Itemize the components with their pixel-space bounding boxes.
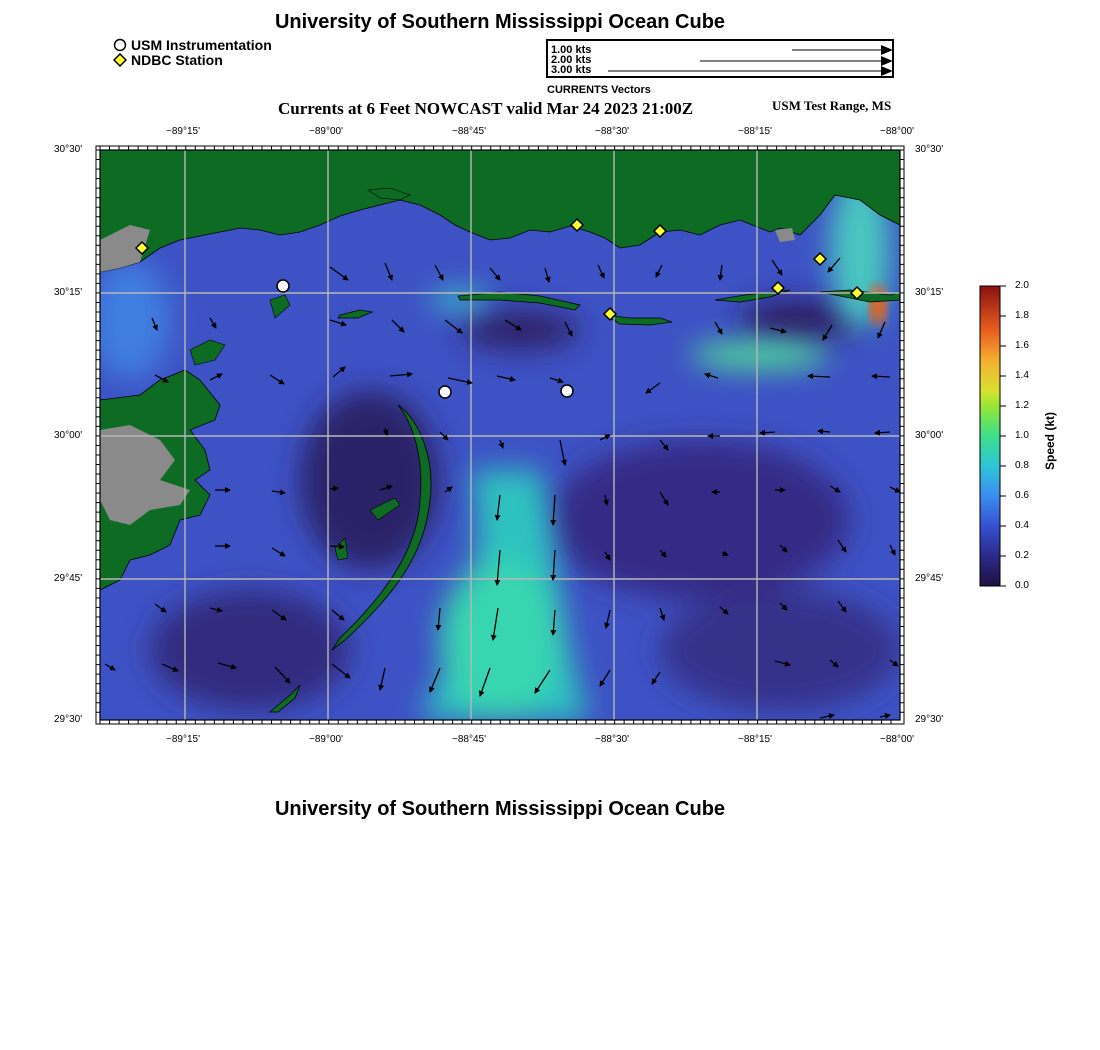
speed-colorbar (980, 286, 1006, 586)
lat-tick-left: 29°30' (54, 714, 83, 725)
colorbar-title: Speed (kt) (1043, 411, 1057, 470)
usm-station-marker[interactable] (277, 280, 289, 292)
lon-tick-bottom: −88°00' (880, 734, 914, 745)
lon-tick-top: −88°30' (595, 126, 629, 137)
lon-tick-bottom: −88°15' (738, 734, 772, 745)
colorbar-tick: 0.6 (1015, 490, 1029, 501)
lat-tick-right: 30°15' (915, 287, 944, 298)
lon-tick-bottom: −89°15' (166, 734, 200, 745)
lat-tick-right: 29°30' (915, 714, 944, 725)
lon-tick-top: −89°15' (166, 126, 200, 137)
colorbar-tick: 2.0 (1015, 280, 1029, 291)
lat-tick-left: 30°15' (54, 287, 83, 298)
lat-tick-left: 30°30' (54, 144, 83, 155)
lon-tick-bottom: −89°00' (309, 734, 343, 745)
lat-tick-left: 29°45' (54, 573, 83, 584)
usm-station-marker[interactable] (439, 386, 451, 398)
lon-tick-top: −88°15' (738, 126, 772, 137)
vector-caption: CURRENTS Vectors (547, 84, 651, 96)
colorbar-tick: 0.2 (1015, 550, 1029, 561)
lat-tick-right: 29°45' (915, 573, 944, 584)
lon-tick-top: −89°00' (309, 126, 343, 137)
legend-usm-label: USM Instrumentation (131, 37, 272, 53)
colorbar-tick: 0.4 (1015, 520, 1029, 531)
map-subtitle: Currents at 6 Feet NOWCAST valid Mar 24 2023 21:00Z (278, 99, 694, 118)
colorbar-tick: 1.2 (1015, 400, 1029, 411)
colorbar-tick: 0.8 (1015, 460, 1029, 471)
colorbar-tick: 0.0 (1015, 580, 1029, 591)
mobile-bay-jet (869, 285, 887, 325)
usm-station-marker[interactable] (561, 385, 573, 397)
vector-scale-3kt: 3.00 kts (551, 64, 592, 76)
colorbar-tick: 1.8 (1015, 310, 1029, 321)
vector-scale-2kt: 2.00 kts (551, 54, 592, 66)
lon-tick-top: −88°00' (880, 126, 914, 137)
lon-tick-bottom: −88°45' (452, 734, 486, 745)
lat-tick-left: 30°00' (54, 430, 83, 441)
map-title: University of Southern Mississippi Ocean Cube (274, 11, 726, 33)
map-field (90, 150, 900, 720)
colorbar-tick: 1.4 (1015, 370, 1029, 381)
map-title-bottom: University of Southern Mississippi Ocean Cube (274, 798, 726, 820)
region-label: USM Test Range, MS (772, 98, 892, 113)
colorbar-tick: 1.6 (1015, 340, 1029, 351)
colorbar-tick: 1.0 (1015, 430, 1029, 441)
lon-tick-bottom: −88°30' (595, 734, 629, 745)
lat-tick-right: 30°00' (915, 430, 944, 441)
lon-tick-top: −88°45' (452, 126, 486, 137)
vector-scale-1kt: 1.00 kts (551, 44, 592, 56)
legend-ndbc-label: NDBC Station (131, 52, 223, 68)
lat-tick-right: 30°30' (915, 144, 944, 155)
